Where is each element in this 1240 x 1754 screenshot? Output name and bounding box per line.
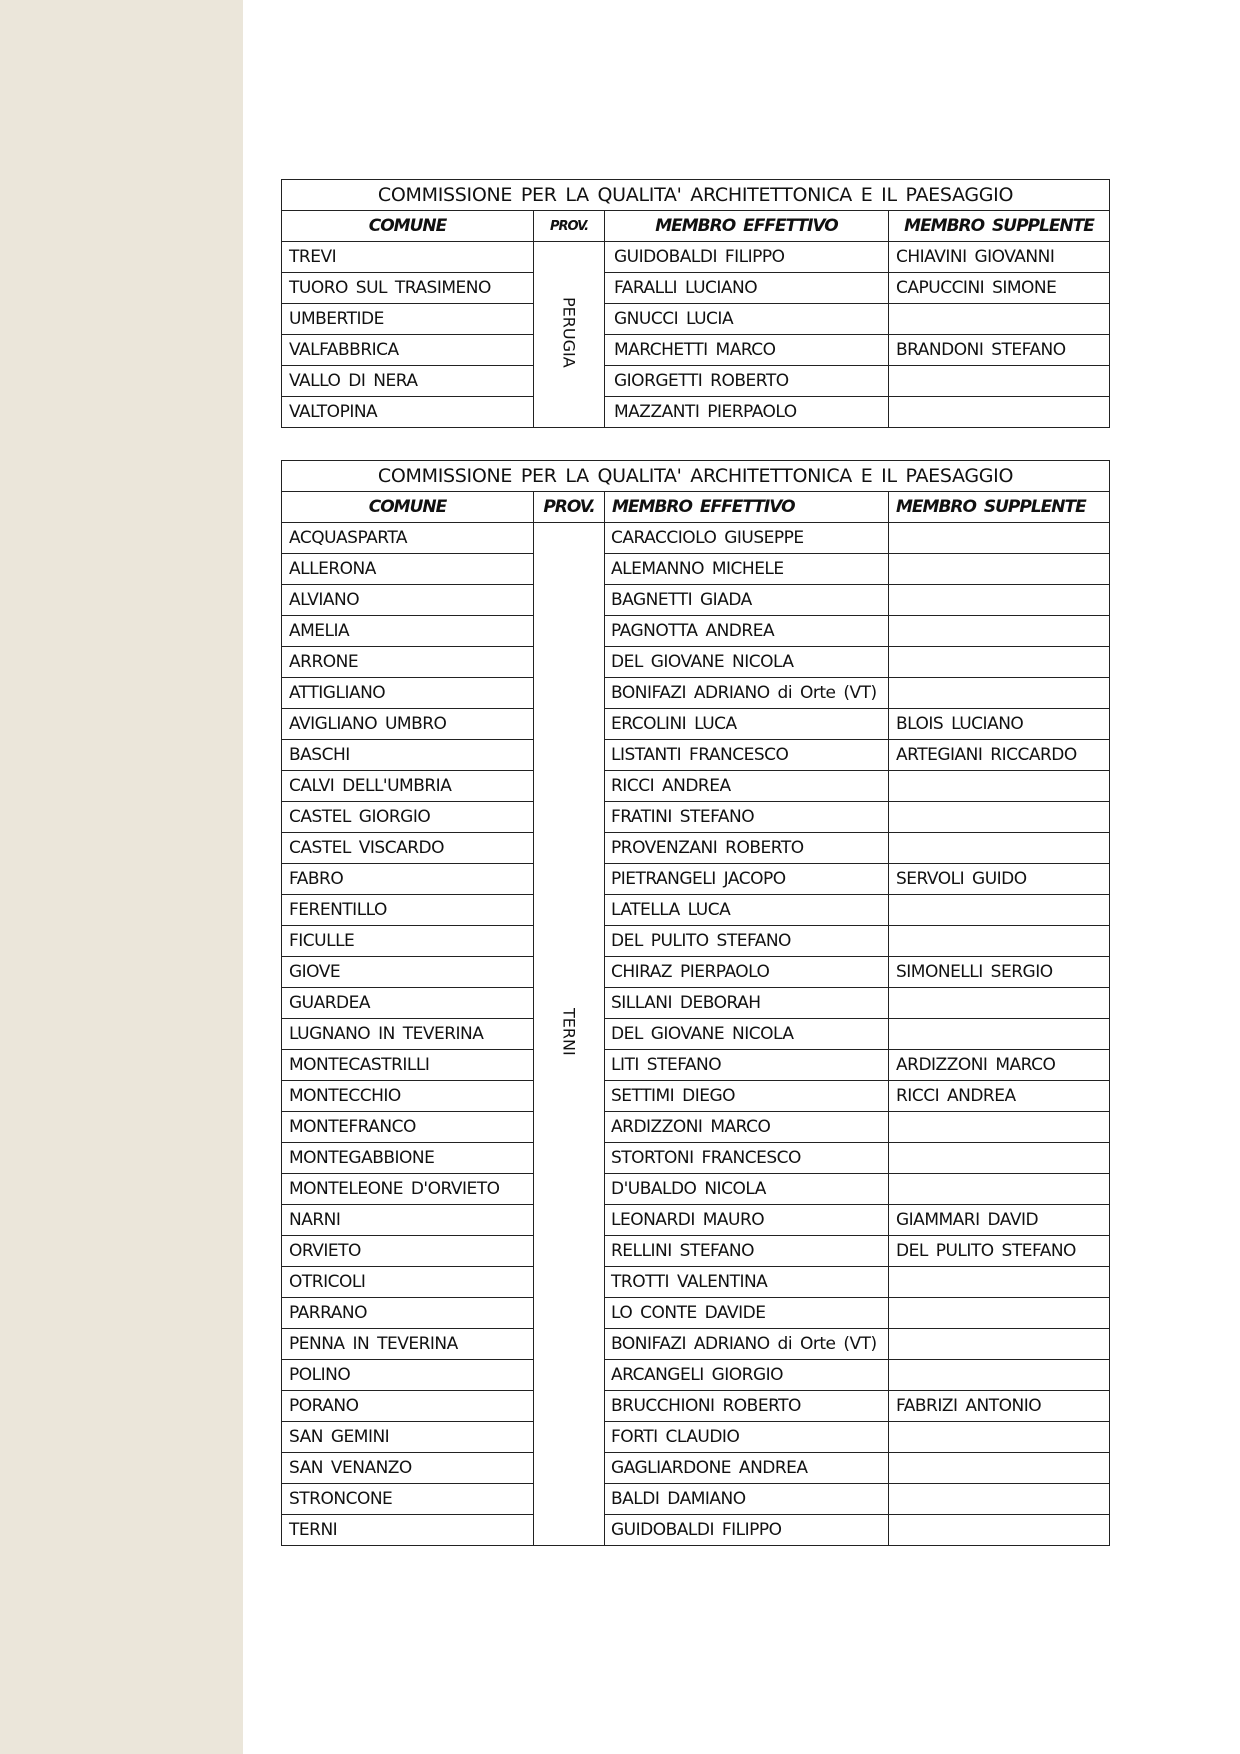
cell-comune: AMELIA (282, 616, 534, 647)
cell-membro-effettivo: CARACCIOLO GIUSEPPE (605, 523, 889, 554)
column-header-membro-effettivo: MEMBRO EFFETTIVO (605, 492, 889, 523)
table-row (282, 523, 1110, 554)
cell-comune: MONTECASTRILLI (282, 1050, 534, 1081)
column-header-membro-supplente: MEMBRO SUPPLENTE (889, 211, 1110, 242)
table-row (282, 833, 1110, 864)
cell-membro-supplente (889, 1267, 1110, 1298)
cell-membro-supplente (889, 802, 1110, 833)
cell-membro-effettivo: BRUCCHIONI ROBERTO (605, 1391, 889, 1422)
cell-comune: CASTEL VISCARDO (282, 833, 534, 864)
cell-comune: FERENTILLO (282, 895, 534, 926)
cell-membro-effettivo: LITI STEFANO (605, 1050, 889, 1081)
cell-membro-supplente: SIMONELLI SERGIO (889, 957, 1110, 988)
cell-membro-effettivo: FARALLI LUCIANO (605, 273, 889, 304)
table-row (282, 585, 1110, 616)
cell-membro-effettivo: LO CONTE DAVIDE (605, 1298, 889, 1329)
province-label: PERUGIA (559, 296, 579, 368)
table-row (282, 1081, 1110, 1112)
table-row (282, 678, 1110, 709)
table-row (282, 740, 1110, 771)
cell-prov (534, 242, 605, 428)
cell-membro-effettivo: LISTANTI FRANCESCO (605, 740, 889, 771)
cell-comune: AVIGLIANO UMBRO (282, 709, 534, 740)
cell-membro-supplente: BRANDONI STEFANO (889, 335, 1110, 366)
table-row (282, 926, 1110, 957)
table-row (282, 988, 1110, 1019)
cell-comune: TREVI (282, 242, 534, 273)
cell-prov (534, 523, 605, 1546)
cell-comune: VALFABBRICA (282, 335, 534, 366)
column-header-prov: PROV. (534, 492, 605, 523)
cell-membro-supplente (889, 1143, 1110, 1174)
table-row (282, 397, 1110, 428)
cell-membro-supplente: FABRIZI ANTONIO (889, 1391, 1110, 1422)
cell-membro-effettivo: LATELLA LUCA (605, 895, 889, 926)
cell-comune: ALVIANO (282, 585, 534, 616)
cell-membro-effettivo: RICCI ANDREA (605, 771, 889, 802)
page-margin-band (0, 0, 243, 1754)
cell-comune: GUARDEA (282, 988, 534, 1019)
column-header-membro-supplente: MEMBRO SUPPLENTE (889, 492, 1110, 523)
table-title: COMMISSIONE PER LA QUALITA' ARCHITETTONICA E IL PAESAGGIO (282, 180, 1110, 211)
table-title: COMMISSIONE PER LA QUALITA' ARCHITETTONICA E IL PAESAGGIO (282, 461, 1110, 492)
cell-comune: MONTECCHIO (282, 1081, 534, 1112)
cell-membro-effettivo: GUIDOBALDI FILIPPO (605, 1515, 889, 1546)
table-row (282, 366, 1110, 397)
cell-comune: ORVIETO (282, 1236, 534, 1267)
cell-membro-effettivo: FRATINI STEFANO (605, 802, 889, 833)
cell-membro-supplente: CAPUCCINI SIMONE (889, 273, 1110, 304)
cell-membro-supplente (889, 1453, 1110, 1484)
cell-membro-supplente (889, 1515, 1110, 1546)
column-header-comune: COMUNE (282, 492, 534, 523)
cell-membro-supplente (889, 1298, 1110, 1329)
table-row (282, 273, 1110, 304)
table-row (282, 1143, 1110, 1174)
cell-membro-effettivo: MARCHETTI MARCO (605, 335, 889, 366)
cell-membro-supplente (889, 1422, 1110, 1453)
table-row (282, 1050, 1110, 1081)
cell-membro-effettivo: TROTTI VALENTINA (605, 1267, 889, 1298)
table-row (282, 242, 1110, 273)
cell-membro-supplente (889, 647, 1110, 678)
table-row (282, 1360, 1110, 1391)
province-label: TERNI (559, 1007, 579, 1056)
cell-comune: POLINO (282, 1360, 534, 1391)
cell-comune: MONTELEONE D'ORVIETO (282, 1174, 534, 1205)
cell-membro-effettivo: FORTI CLAUDIO (605, 1422, 889, 1453)
cell-comune: CASTEL GIORGIO (282, 802, 534, 833)
cell-membro-effettivo: CHIRAZ PIERPAOLO (605, 957, 889, 988)
table-row (282, 1236, 1110, 1267)
cell-comune: ATTIGLIANO (282, 678, 534, 709)
cell-comune: CALVI DELL'UMBRIA (282, 771, 534, 802)
cell-membro-effettivo: ERCOLINI LUCA (605, 709, 889, 740)
table-row (282, 957, 1110, 988)
cell-comune: PENNA IN TEVERINA (282, 1329, 534, 1360)
table-row (282, 1329, 1110, 1360)
cell-comune: TERNI (282, 1515, 534, 1546)
table-row (282, 1484, 1110, 1515)
cell-membro-effettivo: LEONARDI MAURO (605, 1205, 889, 1236)
cell-comune: SAN GEMINI (282, 1422, 534, 1453)
cell-membro-supplente: SERVOLI GUIDO (889, 864, 1110, 895)
cell-membro-effettivo: RELLINI STEFANO (605, 1236, 889, 1267)
cell-membro-supplente: CHIAVINI GIOVANNI (889, 242, 1110, 273)
cell-membro-supplente (889, 926, 1110, 957)
cell-membro-supplente (889, 988, 1110, 1019)
cell-membro-effettivo: GNUCCI LUCIA (605, 304, 889, 335)
cell-membro-supplente: BLOIS LUCIANO (889, 709, 1110, 740)
column-header-membro-effettivo: MEMBRO EFFETTIVO (605, 211, 889, 242)
cell-membro-effettivo: PIETRANGELI JACOPO (605, 864, 889, 895)
table-row (282, 616, 1110, 647)
table-row (282, 1453, 1110, 1484)
cell-comune: GIOVE (282, 957, 534, 988)
cell-membro-effettivo: DEL GIOVANE NICOLA (605, 1019, 889, 1050)
cell-membro-supplente: ARTEGIANI RICCARDO (889, 740, 1110, 771)
table-row (282, 647, 1110, 678)
cell-membro-effettivo: GIORGETTI ROBERTO (605, 366, 889, 397)
cell-membro-supplente (889, 678, 1110, 709)
cell-membro-supplente (889, 1112, 1110, 1143)
table-row (282, 1515, 1110, 1546)
cell-comune: OTRICOLI (282, 1267, 534, 1298)
table-row (282, 802, 1110, 833)
cell-membro-effettivo: MAZZANTI PIERPAOLO (605, 397, 889, 428)
cell-membro-effettivo: BONIFAZI ADRIANO di Orte (VT) (605, 1329, 889, 1360)
commission-table-terni (281, 460, 1110, 1546)
cell-membro-effettivo: ALEMANNO MICHELE (605, 554, 889, 585)
cell-membro-effettivo: PROVENZANI ROBERTO (605, 833, 889, 864)
cell-membro-supplente (889, 616, 1110, 647)
cell-comune: BASCHI (282, 740, 534, 771)
cell-membro-supplente: DEL PULITO STEFANO (889, 1236, 1110, 1267)
cell-membro-effettivo: BALDI DAMIANO (605, 1484, 889, 1515)
cell-membro-supplente (889, 366, 1110, 397)
cell-comune: TUORO SUL TRASIMENO (282, 273, 534, 304)
cell-comune: VALTOPINA (282, 397, 534, 428)
cell-membro-supplente (889, 1329, 1110, 1360)
cell-comune: FABRO (282, 864, 534, 895)
table-row (282, 1112, 1110, 1143)
table-row (282, 864, 1110, 895)
cell-membro-effettivo: SETTIMI DIEGO (605, 1081, 889, 1112)
cell-membro-supplente (889, 523, 1110, 554)
cell-comune: ALLERONA (282, 554, 534, 585)
cell-membro-supplente (889, 554, 1110, 585)
table-row (282, 1174, 1110, 1205)
cell-membro-effettivo: DEL GIOVANE NICOLA (605, 647, 889, 678)
cell-membro-supplente (889, 585, 1110, 616)
cell-membro-supplente: ARDIZZONI MARCO (889, 1050, 1110, 1081)
cell-comune: STRONCONE (282, 1484, 534, 1515)
cell-comune: SAN VENANZO (282, 1453, 534, 1484)
table-row (282, 1298, 1110, 1329)
cell-membro-supplente (889, 833, 1110, 864)
column-header-comune: COMUNE (282, 211, 534, 242)
table-row (282, 1391, 1110, 1422)
cell-membro-effettivo: SILLANI DEBORAH (605, 988, 889, 1019)
cell-membro-effettivo: GUIDOBALDI FILIPPO (605, 242, 889, 273)
cell-comune: NARNI (282, 1205, 534, 1236)
cell-comune: FICULLE (282, 926, 534, 957)
table-row (282, 554, 1110, 585)
cell-comune: UMBERTIDE (282, 304, 534, 335)
cell-membro-supplente (889, 895, 1110, 926)
cell-membro-effettivo: BAGNETTI GIADA (605, 585, 889, 616)
cell-membro-supplente (889, 1360, 1110, 1391)
cell-membro-effettivo: ARDIZZONI MARCO (605, 1112, 889, 1143)
cell-membro-supplente: GIAMMARI DAVID (889, 1205, 1110, 1236)
table-row (282, 304, 1110, 335)
cell-comune: VALLO DI NERA (282, 366, 534, 397)
table-row (282, 1267, 1110, 1298)
cell-membro-supplente (889, 1019, 1110, 1050)
table-row (282, 1205, 1110, 1236)
cell-membro-supplente: RICCI ANDREA (889, 1081, 1110, 1112)
cell-membro-effettivo: PAGNOTTA ANDREA (605, 616, 889, 647)
table-row (282, 1422, 1110, 1453)
cell-membro-supplente (889, 397, 1110, 428)
cell-comune: ACQUASPARTA (282, 523, 534, 554)
cell-membro-supplente (889, 1174, 1110, 1205)
cell-membro-supplente (889, 304, 1110, 335)
cell-membro-effettivo: D'UBALDO NICOLA (605, 1174, 889, 1205)
cell-membro-effettivo: ARCANGELI GIORGIO (605, 1360, 889, 1391)
table-row (282, 1019, 1110, 1050)
table-row (282, 335, 1110, 366)
cell-comune: LUGNANO IN TEVERINA (282, 1019, 534, 1050)
cell-membro-effettivo: GAGLIARDONE ANDREA (605, 1453, 889, 1484)
table-row (282, 709, 1110, 740)
commission-table-perugia (281, 179, 1110, 428)
table-row (282, 895, 1110, 926)
cell-comune: MONTEGABBIONE (282, 1143, 534, 1174)
cell-comune: PORANO (282, 1391, 534, 1422)
cell-comune: MONTEFRANCO (282, 1112, 534, 1143)
cell-membro-supplente (889, 1484, 1110, 1515)
cell-membro-effettivo: BONIFAZI ADRIANO di Orte (VT) (605, 678, 889, 709)
cell-membro-supplente (889, 771, 1110, 802)
cell-comune: ARRONE (282, 647, 534, 678)
cell-membro-effettivo: DEL PULITO STEFANO (605, 926, 889, 957)
table-row (282, 771, 1110, 802)
cell-comune: PARRANO (282, 1298, 534, 1329)
column-header-prov: PROV. (534, 211, 605, 242)
cell-membro-effettivo: STORTONI FRANCESCO (605, 1143, 889, 1174)
